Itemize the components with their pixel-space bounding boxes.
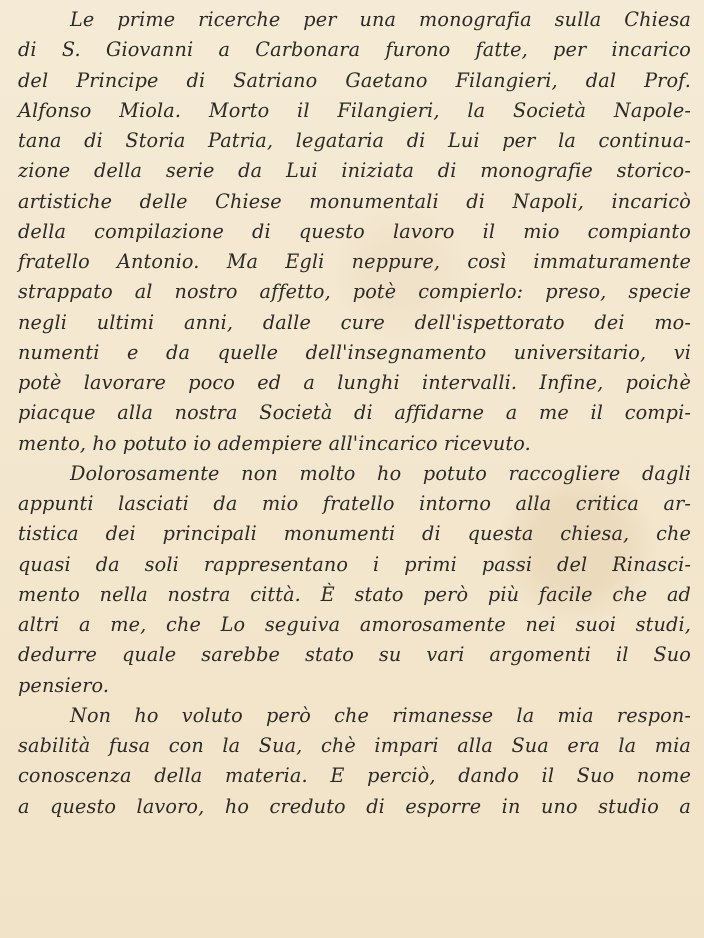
paragraph-3	[18, 701, 691, 822]
text-line: strappato al nostro affetto, potè compierlo: preso, specie	[18, 280, 691, 304]
text-line: di S. Giovanni a Carbonara furono fatte, per incarico	[18, 38, 691, 62]
body-text	[18, 5, 691, 822]
paragraph-1	[18, 5, 691, 459]
text-line: dedurre quale sarebbe stato su vari argomenti il Suo	[18, 643, 691, 667]
text-line: artistiche delle Chiese monumentali di Napoli, incaricò	[18, 189, 691, 213]
text-line: della compilazione di questo lavoro il mio compianto	[18, 219, 691, 243]
text-line: tistica dei principali monumenti di questa chiesa, che	[18, 522, 691, 546]
text-line: piacque alla nostra Società di affidarne a me il compi-	[18, 401, 691, 425]
text-line: fratello Antonio. Ma Egli neppure, così immaturamente	[18, 250, 691, 273]
paragraph-2	[18, 459, 691, 701]
text-line: zione della serie da Lui iniziata di monografie storico-	[18, 159, 691, 183]
text-line: sabilità fusa con la Sua, chè impari alla Sua era la mia	[18, 734, 691, 757]
text-line: appunti lasciati da mio fratello intorno alla critica ar-	[18, 492, 691, 515]
text-line: mento nella nostra città. È stato però più facile che ad	[18, 582, 691, 606]
text-line: mento, ho potuto io adempiere all'incarico ricevuto.	[18, 431, 531, 455]
text-line: del Principe di Satriano Gaetano Filangieri, dal Prof.	[18, 68, 691, 92]
text-line: potè lavorare poco ed a lunghi intervalli. Infine, poichè	[18, 371, 691, 394]
text-line: altri a me, che Lo seguiva amorosamente nei suoi studi,	[18, 613, 691, 636]
text-line: conoscenza della materia. E perciò, dando il Suo nome	[18, 764, 691, 788]
text-line: quasi da soli rappresentano i primi passi del Rinasci-	[18, 552, 691, 576]
text-line: Non ho voluto però che rimanesse la mia respon-	[70, 703, 691, 727]
text-line: a questo lavoro, ho creduto di esporre in uno studio a	[18, 794, 691, 818]
text-line: Dolorosamente non molto ho potuto raccogliere dagli	[70, 461, 691, 485]
text-line: numenti e da quelle dell'insegnamento universitario, vi	[18, 340, 691, 364]
text-line: Alfonso Miola. Morto il Filangieri, la Società Napole-	[18, 98, 691, 122]
text-line: tana di Storia Patria, legataria di Lui per la continua-	[18, 129, 691, 152]
text-line: negli ultimi anni, dalle cure dell'ispettorato dei mo-	[18, 310, 691, 334]
text-line: pensiero.	[18, 673, 110, 697]
text-line: Le prime ricerche per una monografia sulla Chiesa	[70, 8, 691, 31]
